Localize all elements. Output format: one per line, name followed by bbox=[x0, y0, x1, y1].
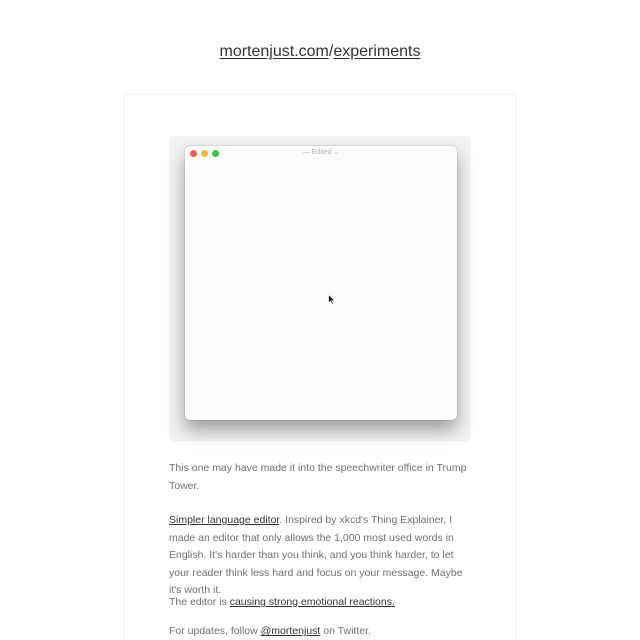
editor-window bbox=[185, 146, 457, 420]
emotional-reactions-link[interactable]: causing strong emotional reactions. bbox=[229, 596, 395, 608]
simpler-language-editor-link[interactable]: Simpler language editor bbox=[169, 514, 280, 526]
updates-paragraph bbox=[169, 623, 469, 640]
editor-description-text: . Inspired by xkcd's Thing Explainer, I made an editor that only allows the 1,000 most used words in English. It's harder than you think, and you think harder, to let your reader think less hard and focus on your message. Maybe it's worth it. bbox=[169, 514, 463, 596]
twitter-handle-link[interactable]: @mortenjust bbox=[260, 625, 321, 637]
window-title: — Edited ⌄ bbox=[302, 149, 340, 156]
intro-paragraph: This one may have made it into the speechwriter office in Trump Tower. bbox=[169, 462, 467, 492]
updates-text-after: on Twitter. bbox=[320, 625, 371, 637]
screenshot-image bbox=[169, 136, 471, 441]
site-header bbox=[0, 43, 640, 61]
mouse-cursor-icon bbox=[328, 294, 336, 305]
editor-description bbox=[169, 512, 469, 600]
experiments-link[interactable]: experiments bbox=[333, 43, 421, 60]
reactions-text: The editor is bbox=[169, 596, 230, 608]
updates-text-before: For updates, follow bbox=[169, 625, 261, 637]
reactions-paragraph bbox=[169, 594, 469, 612]
domain-link[interactable]: mortenjust.com bbox=[219, 43, 329, 60]
path-separator: / bbox=[328, 43, 334, 60]
